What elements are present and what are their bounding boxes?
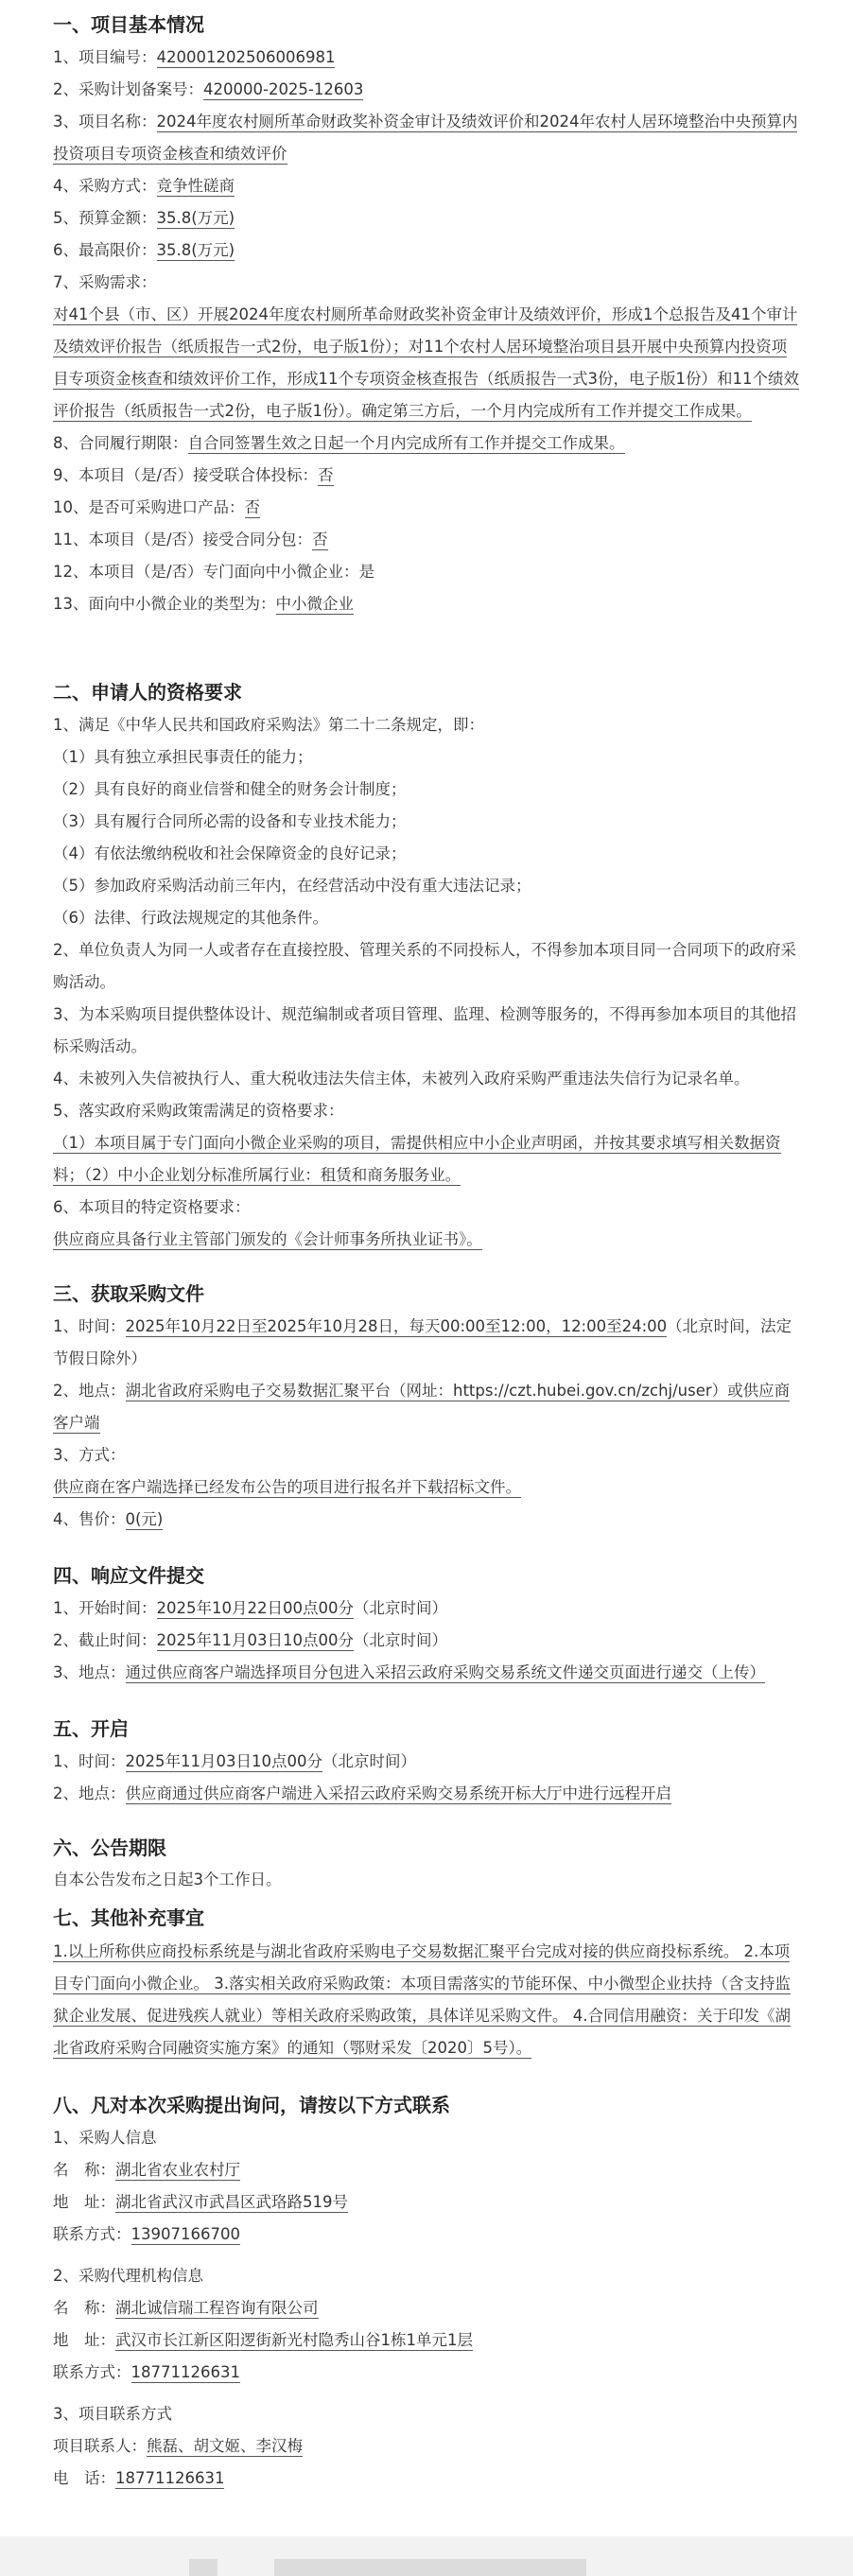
field-label: 1、时间： [53,1317,126,1335]
special-requirement-text: 供应商应具备行业主管部门颁发的《会计师事务所执业证书》。 [53,1230,482,1248]
obtain-time-note: （北京时间，法定节假日除外） [53,1317,792,1367]
special-requirement [53,1224,800,1256]
qual-item: 6、本项目的特定资格要求： [53,1198,251,1216]
section-title: 七、其他补充事宜 [53,1906,204,1929]
field-label: 1、开始时间： [53,1599,157,1617]
qualification-list [53,709,800,1256]
field-label: 地 址： [53,2331,115,2349]
field-label: 6、最高限价： [53,241,157,259]
field-label: 2、地点： [53,1784,126,1802]
buyer-phone: 13907166700 [131,2225,240,2243]
project-name-row [53,106,800,170]
section-contact [53,2090,800,2117]
submission-list [53,1593,800,1689]
deadline: 2025年11月03日10点00分 [156,1631,354,1649]
supplement-value: 1.以上所称供应商投标系统是与湖北省政府采购电子交易数据汇聚平台完成对接的供应商投标系统。 2.本项目专门面向小微企业。 3.落实相关政府采购政策：本项目需落实的节能环保、中小微型企业扶持（含支持监狱企业发展、促进残疾人就业）等相关政府采购政策，具体详见采购文件。 4.合同信用融资：关于印发《湖北省政府采购合同融资实施方案》的通知（鄂财采发〔2020〕5号）。 [53,1942,791,2057]
obtain-place-row [53,1375,800,1439]
project-number-row [53,42,800,74]
budget-row [53,202,800,235]
agent-name-row [53,2292,800,2324]
section-submission [53,1560,800,1588]
buyer-name-row [53,2154,800,2186]
field-label: 13、面向中小微企业的类型为： [53,595,276,613]
policy-requirement [53,1127,800,1192]
buyer-phone-row [53,2219,800,2251]
section-title: 一、项目基本情况 [53,13,204,36]
supplement-text [53,1936,800,2064]
project-phone-row [53,2463,800,2495]
qual-subitem: （6）法律、行政法规规定的其他条件。 [53,909,328,927]
qual-subitem: （4）有依法缴纳税收和社会保障资金的良好记录； [53,844,407,862]
obtain-method-label: 3、方式： [53,1446,126,1464]
price-value: 0(元) [125,1510,164,1528]
opening-time: 2025年11月03日10点00分 [125,1752,322,1770]
field-label: 8、合同履行期限： [53,434,188,452]
field-label: 名 称： [53,2161,115,2179]
section-notice-period [53,1833,800,1896]
obtain-place-link[interactable]: 湖北省政府采购电子交易数据汇聚平台（网址：https://czt.hubei.gov.cn/zchj/user）或供应商客户端 [53,1382,791,1432]
field-label: 2、采购计划备案号： [53,80,203,98]
field-label: 1、项目编号： [53,48,157,66]
opening-list [53,1746,800,1810]
qual-subitem: （5）参加政府采购活动前三年内，在经营活动中没有重大违法记录； [53,877,531,895]
agent-name: 湖北诚信瑞工程咨询有限公司 [115,2299,319,2317]
start-time: 2025年10月22日00点00分 [156,1599,354,1617]
field-label: 11、本项目（是/否）接受合同分包： [53,531,313,548]
sme-value: 是 [358,563,375,581]
sme-row [53,556,800,588]
qual-subitem: （1）具有独立承担民事责任的能力； [53,748,313,766]
field-label: 项目联系人： [53,2437,147,2455]
opening-place-row [53,1778,800,1810]
requirement-value: 对41个县（市、区）开展2024年度农村厕所革命财政奖补资金审计及绩效评价，形成1个总报告及41个审计及绩效评价报告（纸质报告一式2份，电子版1份）；对11个农村人居环境整治项目县开展中央预算内投资项目专项资金核查和绩效评价工作，形成11个专项资金核查报告（纸质报告一式3份，电子版1份）和11个绩效评价报告（纸质报告一式2份，电子版1份）。确定第三方后，一个月内完成所有工作并提交工作成果。 [53,305,799,420]
buyer-address: 湖北省武汉市武昌区武珞路519号 [115,2193,348,2211]
field-label: 4、售价： [53,1510,126,1528]
agent-address-row [53,2324,800,2357]
page-footer [0,2536,853,2576]
section-title: 四、响应文件提交 [53,1564,204,1587]
section-title: 六、公告期限 [53,1836,166,1859]
project-contact-row [53,2430,800,2463]
max-price-row [53,235,800,267]
agent-address: 武汉市长江新区阳逻街新光村隐秀山谷1栋1单元1层 [115,2331,473,2349]
project-phone: 18771126631 [115,2469,225,2487]
section-qualification [53,677,800,705]
field-label: 1、时间： [53,1752,126,1770]
qual-item: 3、为本采购项目提供整体设计、规范编制或者项目管理、监理、检测等服务的，不得再参加本项目的其他招标采购活动。 [53,1005,796,1055]
project-contacts: 熊磊、胡文姬、李汉梅 [147,2437,303,2455]
section-title: 二、申请人的资格要求 [53,681,242,704]
subcontract-value: 否 [312,531,328,548]
field-label: 联系方式： [53,2225,131,2243]
field-label: 9、本项目（是/否）接受联合体投标： [53,466,319,484]
field-label: 2、地点： [53,1382,126,1400]
field-label: 电 话： [53,2469,115,2487]
basic-info-list [53,42,800,620]
import-value: 否 [244,498,260,516]
requirement-text [53,299,800,427]
contract-term: 自合同签署生效之日起一个月内完成所有工作并提交工作成果。 [187,434,625,452]
agent-phone-row [53,2357,800,2389]
sme-type-row [53,588,800,620]
agent-heading: 2、采购代理机构信息 [53,2267,203,2285]
agent-phone: 18771126631 [131,2363,240,2381]
deadline-row [53,1625,800,1657]
spacer [53,2389,800,2398]
policy-requirement-text: （1）本项目属于专门面向小微企业采购的项目，需提供相应中小企业声明函，并按其要求填写相关数据资料；（2）中小企业划分标准所属行业：租赁和商务服务业。 [53,1134,781,1184]
project-contact-heading: 3、项目联系方式 [53,2405,172,2423]
section-title: 五、开启 [53,1717,129,1740]
import-row [53,492,800,524]
section-obtain-docs [53,1279,800,1306]
section-title: 八、凡对本次采购提出询问，请按以下方式联系 [53,2094,450,2116]
field-label: 10、是否可采购进口产品： [53,498,245,516]
field-label: 3、项目名称： [53,113,157,131]
section-title: 三、获取采购文件 [53,1282,204,1305]
budget-amount: 35.8(万元) [156,209,235,227]
obtain-time: 2025年10月22日至2025年10月28日，每天00:00至12:00，12:00至24:00 [125,1317,668,1335]
method-row [53,170,800,202]
plan-number-row [53,74,800,106]
qual-item: 1、满足《中华人民共和国政府采购法》第二十二条规定，即： [53,716,484,734]
timezone-note: （北京时间） [353,1599,447,1617]
section-basic-info [53,9,800,37]
consortium-value: 否 [318,466,334,484]
buyer-name: 湖北省农业农村厅 [115,2161,240,2179]
field-label: 地 址： [53,2193,115,2211]
section-opening [53,1714,800,1741]
qual-item: 5、落实政府采购政策需满足的资格要求： [53,1102,344,1120]
footer-icon [189,2559,218,2576]
buyer-heading: 1、采购人信息 [53,2129,157,2147]
subcontract-row [53,524,800,556]
field-label: 5、预算金额： [53,209,157,227]
requirement-label: 7、采购需求： [53,273,157,291]
field-label: 12、本项目（是/否）专门面向中小微企业： [53,563,359,581]
submit-place-row [53,1657,800,1689]
procurement-method: 竞争性磋商 [156,177,235,195]
field-label: 2、截止时间： [53,1631,157,1649]
sme-type: 中小微企业 [275,595,354,613]
project-number: 420001202506006981 [156,48,336,66]
opening-place: 供应商通过供应商客户端进入采招云政府采购交易系统开标大厅中进行远程开启 [125,1784,671,1802]
qual-item: 4、未被列入失信被执行人、重大税收违法失信主体，未被列入政府采购严重违法失信行为记录名单。 [53,1070,750,1088]
obtain-time-row [53,1311,800,1375]
submit-place: 通过供应商客户端选择项目分包进入采招云政府采购交易系统文件递交页面进行递交（上传） [125,1663,765,1681]
contact-list [53,2122,800,2495]
spacer [53,2251,800,2260]
plan-number: 420000-2025-12603 [203,80,364,98]
start-time-row [53,1593,800,1625]
price-row [53,1504,800,1536]
qual-subitem: （3）具有履行合同所必需的设备和专业技术能力； [53,812,407,830]
buyer-address-row [53,2186,800,2219]
project-name: 2024年度农村厕所革命财政奖补资金审计及绩效评价和2024年农村人居环境整治中央预算内投资项目专项资金核查和绩效评价 [53,113,798,163]
obtain-method-text: 供应商在客户端选择已经发布公告的项目进行报名并下载招标文件。 [53,1478,521,1496]
field-label: 3、地点： [53,1663,126,1681]
contract-term-row [53,427,800,460]
qual-subitem: （2）具有良好的商业信誉和健全的财务会计制度； [53,780,407,798]
max-price: 35.8(万元) [156,241,235,259]
obtain-method [53,1471,800,1504]
field-label: 名 称： [53,2299,115,2317]
field-label: 4、采购方式： [53,177,157,195]
consortium-row [53,460,800,492]
timezone-note: （北京时间） [353,1631,447,1649]
footer-link-bar[interactable] [274,2559,586,2576]
obtain-docs-list [53,1311,800,1536]
qual-item: 2、单位负责人为同一人或者存在直接控股、管理关系的不同投标人，不得参加本项目同一合同项下的政府采购活动。 [53,941,796,991]
notice-period-text: 自本公告发布之日起3个工作日。 [53,1871,282,1888]
timezone-note: （北京时间） [322,1752,416,1770]
field-label: 联系方式： [53,2363,131,2381]
section-supplement [53,1903,800,2064]
opening-time-row [53,1746,800,1778]
